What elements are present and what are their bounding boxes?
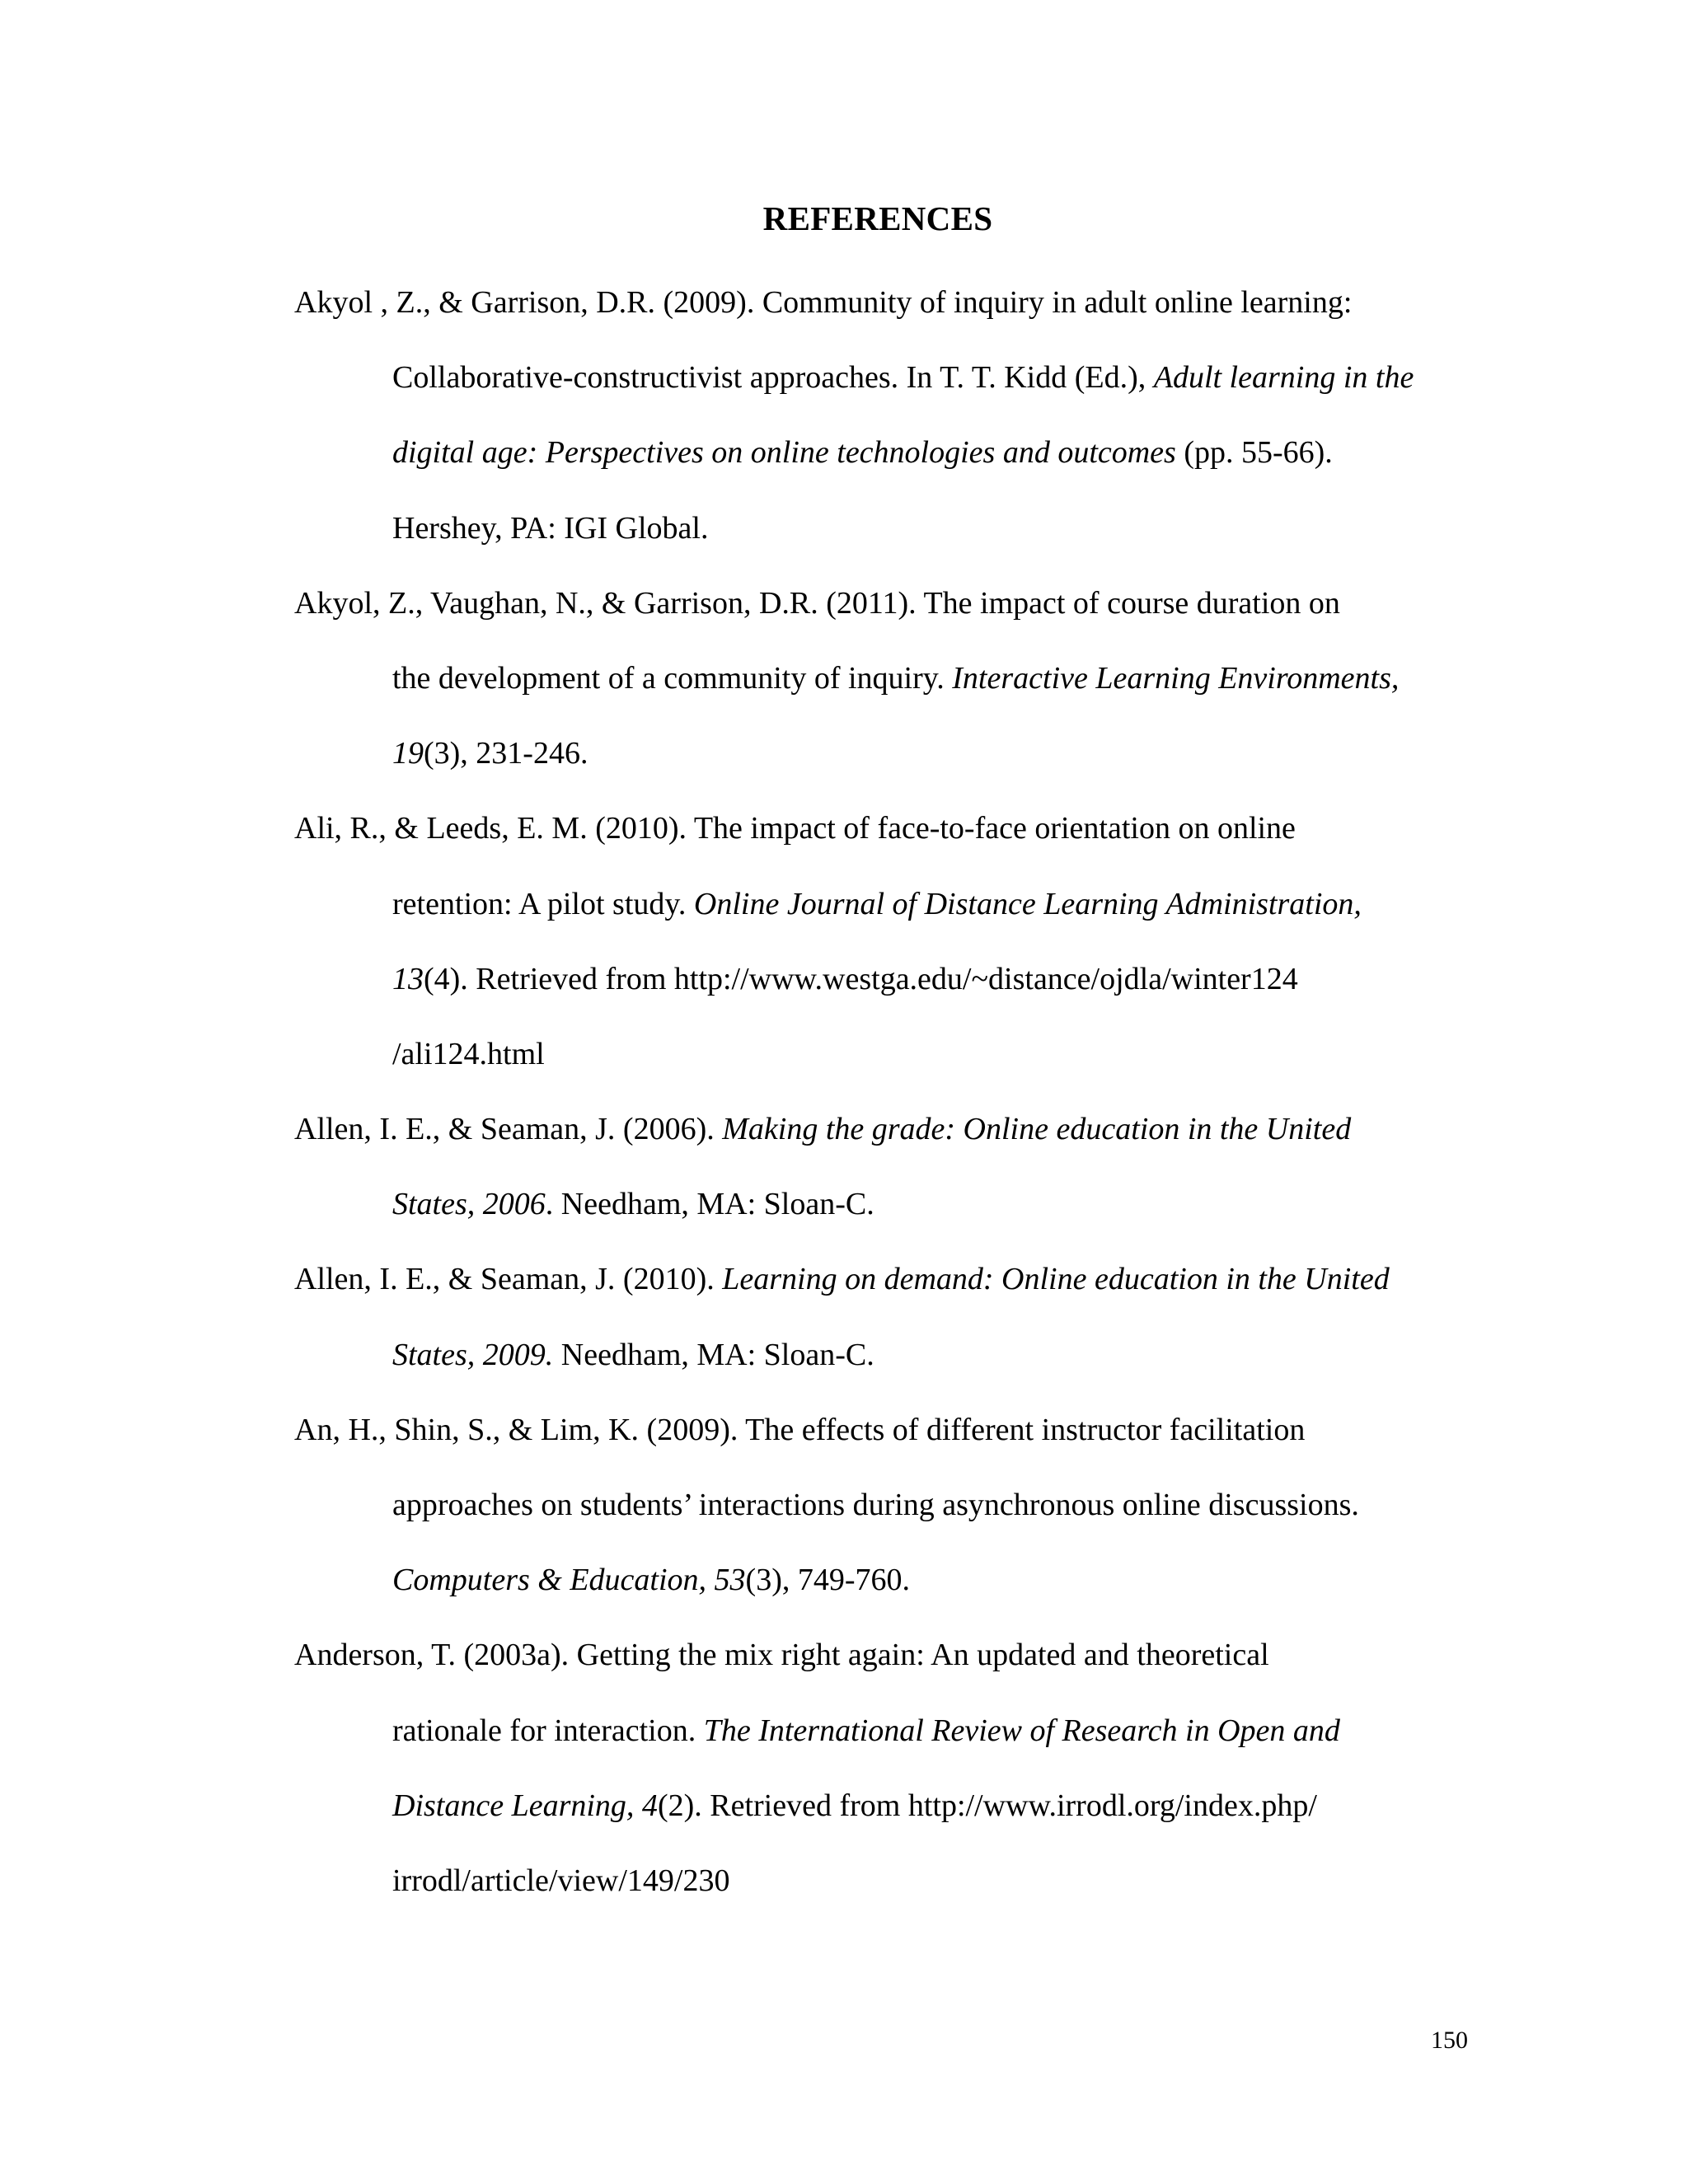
reference-text: Collaborative-constructivist approaches. In T. T. Kidd (Ed.), bbox=[392, 360, 1154, 396]
page-title: REFERENCES bbox=[762, 199, 993, 237]
reference-line bbox=[294, 1406, 1473, 1481]
reference-entry bbox=[294, 579, 1473, 805]
reference-text: Allen, I. E., & Seaman, J. (2010). bbox=[294, 1262, 723, 1297]
reference-entry bbox=[294, 1631, 1473, 1932]
reference-line bbox=[294, 880, 1473, 955]
reference-title-italic: States, 2006 bbox=[392, 1187, 546, 1222]
reference-text: (3), 749-760. bbox=[745, 1563, 911, 1598]
reference-text: (2). Retrieved from http://www.irrodl.org/index.php/ bbox=[657, 1788, 1317, 1823]
reference-title-italic: States, 2009. bbox=[392, 1337, 554, 1372]
reference-journal-italic: Online Journal of Distance Learning Administration, bbox=[693, 886, 1362, 921]
reference-line bbox=[294, 654, 1473, 729]
reference-text: Ali, R., & Leeds, E. M. (2010). The impact of face-to-face orientation on online bbox=[294, 811, 1296, 846]
reference-line bbox=[294, 1857, 1473, 1932]
reference-text: Anderson, T. (2003a). Getting the mix right again: An updated and theoretical bbox=[294, 1638, 1269, 1673]
reference-line bbox=[294, 279, 1473, 354]
reference-text: Akyol , Z., & Garrison, D.R. (2009). Community of inquiry in adult online learning: bbox=[294, 285, 1353, 320]
reference-line bbox=[294, 729, 1473, 804]
reference-text: (3), 231-246. bbox=[424, 736, 588, 771]
reference-list bbox=[294, 279, 1473, 1932]
reference-line bbox=[294, 1556, 1473, 1631]
reference-journal-italic: The International Review of Research in Open and bbox=[703, 1713, 1340, 1748]
reference-entry bbox=[294, 804, 1473, 1105]
reference-text: irrodl/article/view/149/230 bbox=[392, 1863, 730, 1898]
reference-entry bbox=[294, 1406, 1473, 1632]
reference-journal-italic: Interactive Learning Environments, bbox=[952, 660, 1400, 696]
reference-text: approaches on students’ interactions during asynchronous online discussions. bbox=[392, 1488, 1359, 1522]
reference-text: rationale for interaction. bbox=[392, 1713, 704, 1748]
reference-line bbox=[294, 1030, 1473, 1105]
reference-text: . Needham, MA: Sloan-C. bbox=[545, 1187, 874, 1222]
reference-line bbox=[294, 354, 1473, 429]
reference-title-italic: Adult learning in the bbox=[1153, 360, 1414, 396]
reference-entry bbox=[294, 1255, 1473, 1405]
reference-line bbox=[294, 429, 1473, 504]
reference-line bbox=[294, 504, 1473, 579]
reference-text: retention: A pilot study. bbox=[392, 886, 694, 921]
reference-line bbox=[294, 1255, 1473, 1330]
reference-line bbox=[294, 1782, 1473, 1857]
reference-text: /ali124.html bbox=[392, 1036, 545, 1071]
reference-line bbox=[294, 1180, 1473, 1255]
reference-volume-italic: 13 bbox=[392, 961, 424, 996]
reference-journal-italic: Distance Learning, 4 bbox=[392, 1788, 658, 1823]
reference-title-italic: Making the grade: Online education in the United bbox=[722, 1112, 1352, 1147]
reference-line bbox=[294, 1707, 1473, 1782]
reference-line bbox=[294, 1105, 1473, 1180]
reference-line bbox=[294, 1331, 1473, 1406]
reference-text: An, H., Shin, S., & Lim, K. (2009). The effects of different instructor facilitation bbox=[294, 1412, 1306, 1447]
reference-line bbox=[294, 1481, 1473, 1556]
reference-text: the development of a community of inquiry. bbox=[392, 660, 953, 696]
reference-text: Hershey, PA: IGI Global. bbox=[392, 510, 709, 546]
reference-entry bbox=[294, 1105, 1473, 1255]
reference-line bbox=[294, 579, 1473, 654]
reference-line bbox=[294, 1631, 1473, 1706]
reference-volume-italic: 19 bbox=[392, 736, 424, 771]
reference-text: Needham, MA: Sloan-C. bbox=[553, 1337, 874, 1372]
reference-entry bbox=[294, 279, 1473, 579]
reference-line bbox=[294, 804, 1473, 879]
reference-text: (4). Retrieved from http://www.westga.edu/~distance/ojdla/winter124 bbox=[424, 961, 1298, 996]
reference-text: Allen, I. E., & Seaman, J. (2006). bbox=[294, 1112, 723, 1147]
reference-text: Akyol, Z., Vaughan, N., & Garrison, D.R. (2011). The impact of course duration on bbox=[294, 585, 1340, 621]
reference-line bbox=[294, 955, 1473, 1030]
page-number: 150 bbox=[1431, 2027, 1468, 2054]
reference-text: (pp. 55-66). bbox=[1175, 435, 1333, 471]
reference-title-italic: Learning on demand: Online education in the United bbox=[722, 1262, 1390, 1297]
reference-journal-italic: Computers & Education, 53 bbox=[392, 1563, 746, 1598]
reference-title-italic: digital age: Perspectives on online technologies and outcomes bbox=[392, 435, 1176, 471]
